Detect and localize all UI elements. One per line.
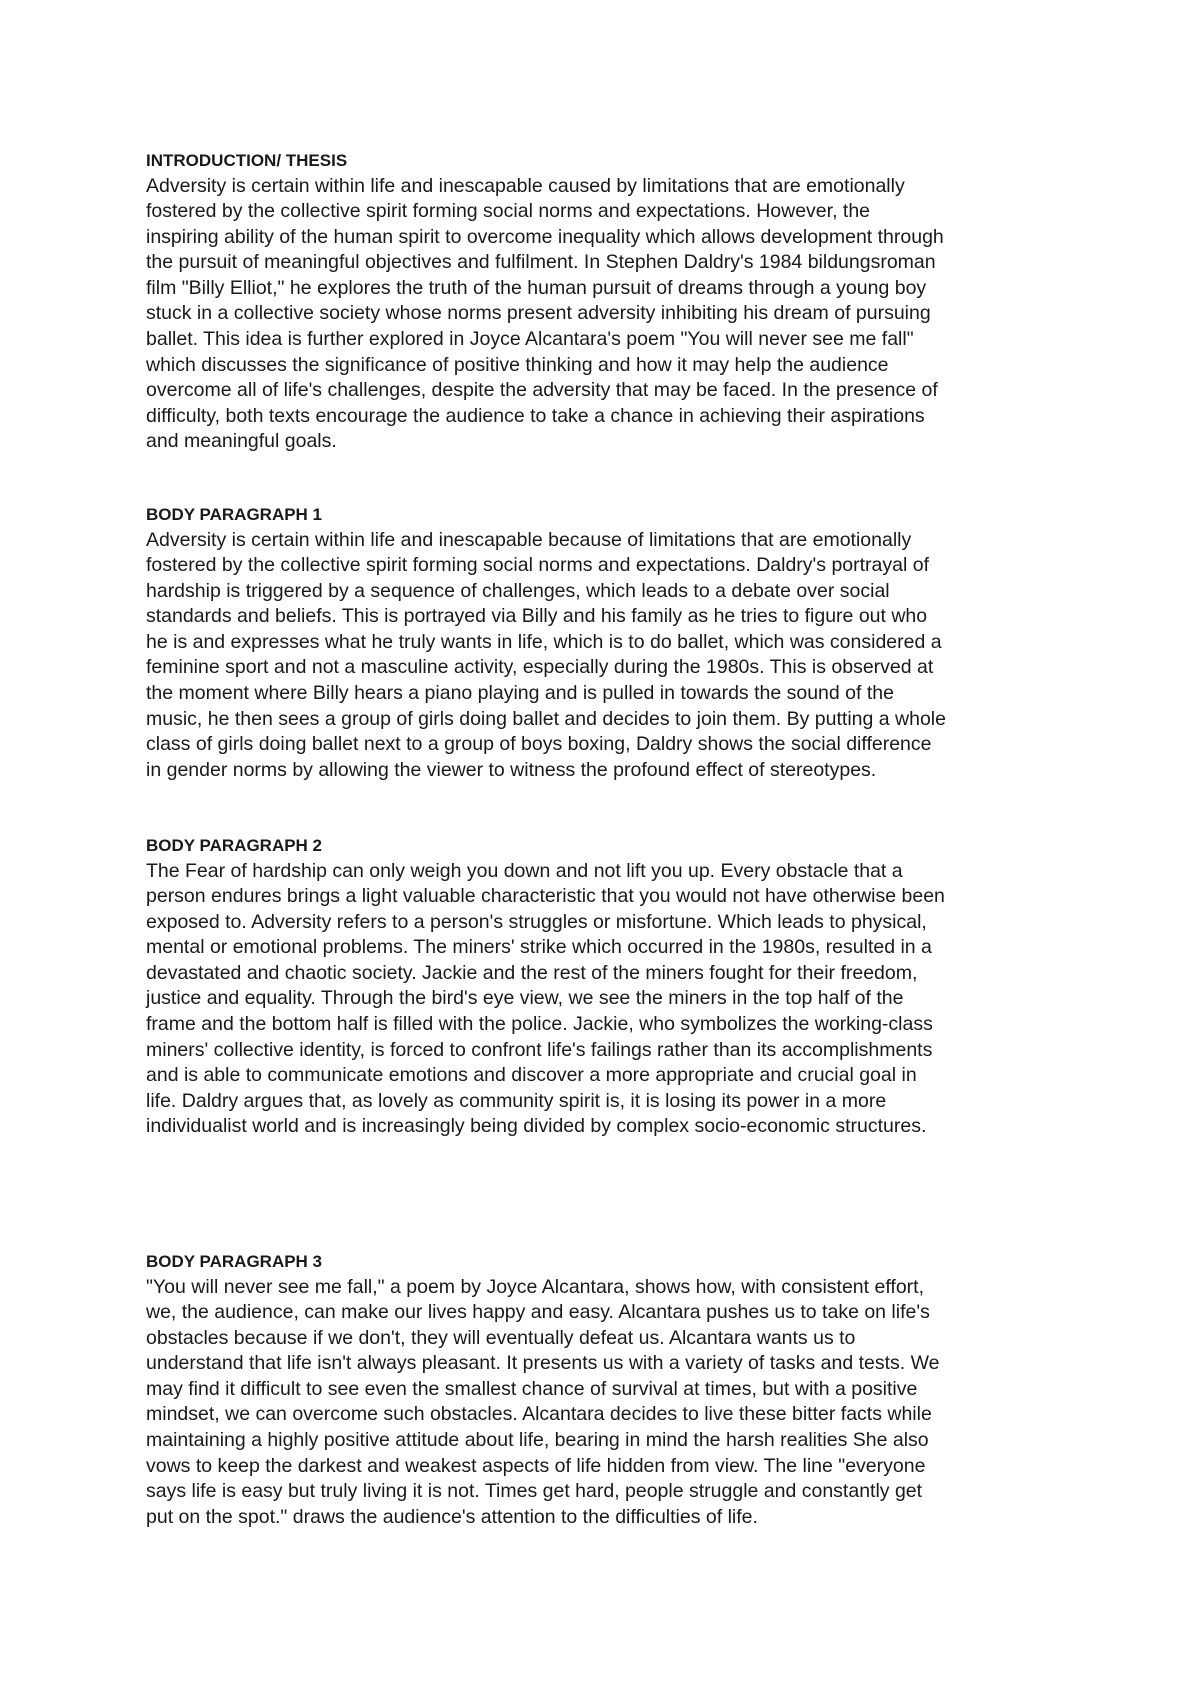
paragraph-line: mindset, we can overcome such obstacles. Alcantara decides to live these bitter facts while (146, 1403, 932, 1426)
paragraph-line: fostered by the collective spirit forming social norms and expectations. However, the (146, 200, 871, 223)
paragraph-line: Adversity is certain within life and inescapable caused by limitations that are emotionally (146, 174, 905, 197)
paragraph-line: miners' collective identity, is forced to confront life's failings rather than its accomplishments (146, 1038, 933, 1061)
paragraph-line: Adversity is certain within life and inescapable because of limitations that are emotionally (146, 528, 912, 551)
paragraph-line: person endures brings a light valuable characteristic that you would not have otherwise been (146, 885, 945, 908)
paragraph-line: may find it difficult to see even the smallest chance of survival at times, but with a positive (146, 1377, 918, 1400)
paragraph-line: says life is easy but truly living it is not. Times get hard, people struggle and constantly get (146, 1480, 923, 1503)
paragraph-line: life. Daldry argues that, as lovely as community spirit is, it is losing its power in a more (146, 1089, 887, 1112)
paragraph-line: overcome all of life's challenges, despite the adversity that may be faced. In the presence of (146, 379, 938, 402)
section-paragraph (146, 174, 944, 456)
section-body-paragraph-2 (146, 833, 945, 1140)
section-paragraph (146, 859, 945, 1141)
paragraph-line: individualist world and is increasingly being divided by complex socio-economic structures. (146, 1115, 927, 1138)
paragraph-line: he is and expresses what he truly wants in life, which is to do ballet, which was considered a (146, 630, 942, 653)
section-paragraph (146, 1275, 940, 1531)
paragraph-line: understand that life isn't always pleasant. It presents us with a variety of tasks and tests. We (146, 1352, 940, 1375)
section-heading: BODY PARAGRAPH 2 (146, 836, 323, 855)
paragraph-line: "You will never see me fall," a poem by Joyce Alcantara, shows how, with consistent effort, (146, 1275, 924, 1298)
section-body-paragraph-3 (146, 1249, 940, 1530)
section-heading: BODY PARAGRAPH 1 (146, 505, 323, 524)
paragraph-line: we, the audience, can make our lives happy and easy. Alcantara pushes us to take on life's (146, 1301, 930, 1324)
paragraph-line: fostered by the collective spirit forming social norms and expectations. Daldry's portrayal of (146, 554, 929, 577)
paragraph-line: exposed to. Adversity refers to a person's struggles or misfortune. Which leads to physical, (146, 910, 927, 933)
paragraph-line: mental or emotional problems. The miners' strike which occurred in the 1980s, resulted in a (146, 936, 932, 959)
paragraph-line: in gender norms by allowing the viewer to witness the profound effect of stereotypes. (146, 758, 877, 781)
paragraph-line: ballet. This idea is further explored in Joyce Alcantara's poem "You will never see me fall" (146, 328, 914, 351)
paragraph-line: the pursuit of meaningful objectives and fulfilment. In Stephen Daldry's 1984 bildungsroman (146, 251, 936, 274)
paragraph-line: stuck in a collective society whose norms present adversity inhibiting his dream of pursuing (146, 302, 931, 325)
paragraph-line: standards and beliefs. This is portrayed via Billy and his family as he tries to figure out who (146, 605, 928, 628)
paragraph-line: vows to keep the darkest and weakest aspects of life hidden from view. The line "everyone (146, 1454, 926, 1477)
section-paragraph (146, 528, 946, 784)
paragraph-line: inspiring ability of the human spirit to overcome inequality which allows development through (146, 225, 944, 248)
paragraph-line: and meaningful goals. (146, 430, 337, 453)
paragraph-line: feminine sport and not a masculine activity, especially during the 1980s. This is observed at (146, 656, 934, 679)
paragraph-line: The Fear of hardship can only weigh you down and not lift you up. Every obstacle that a (146, 859, 903, 882)
section-heading: INTRODUCTION/ THESIS (146, 151, 348, 170)
paragraph-line: obstacles because if we don't, they will eventually defeat us. Alcantara wants us to (146, 1326, 856, 1349)
paragraph-line: which discusses the significance of positive thinking and how it may help the audience (146, 353, 889, 376)
paragraph-line: difficulty, both texts encourage the audience to take a chance in achieving their aspirations (146, 404, 925, 427)
paragraph-line: maintaining a highly positive attitude about life, bearing in mind the harsh realities She also (146, 1429, 929, 1452)
paragraph-line: the moment where Billy hears a piano playing and is pulled in towards the sound of the (146, 682, 894, 705)
paragraph-line: hardship is triggered by a sequence of challenges, which leads to a debate over social (146, 579, 890, 602)
paragraph-line: justice and equality. Through the bird's eye view, we see the miners in the top half of the (146, 987, 904, 1010)
section-heading: BODY PARAGRAPH 3 (146, 1252, 323, 1271)
paragraph-line: and is able to communicate emotions and discover a more appropriate and crucial goal in (146, 1064, 917, 1087)
paragraph-line: class of girls doing ballet next to a group of boys boxing, Daldry shows the social difference (146, 733, 932, 756)
paragraph-line: put on the spot." draws the audience's attention to the difficulties of life. (146, 1505, 758, 1528)
paragraph-line: music, he then sees a group of girls doing ballet and decides to join them. By putting a whole (146, 707, 946, 730)
paragraph-line: film "Billy Elliot," he explores the truth of the human pursuit of dreams through a young boy (146, 276, 927, 299)
section-body-paragraph-1 (146, 502, 946, 783)
paragraph-line: frame and the bottom half is filled with the police. Jackie, who symbolizes the working-class (146, 1013, 933, 1036)
section-introduction-thesis (146, 148, 944, 455)
paragraph-line: devastated and chaotic society. Jackie and the rest of the miners fought for their freedom, (146, 961, 918, 984)
